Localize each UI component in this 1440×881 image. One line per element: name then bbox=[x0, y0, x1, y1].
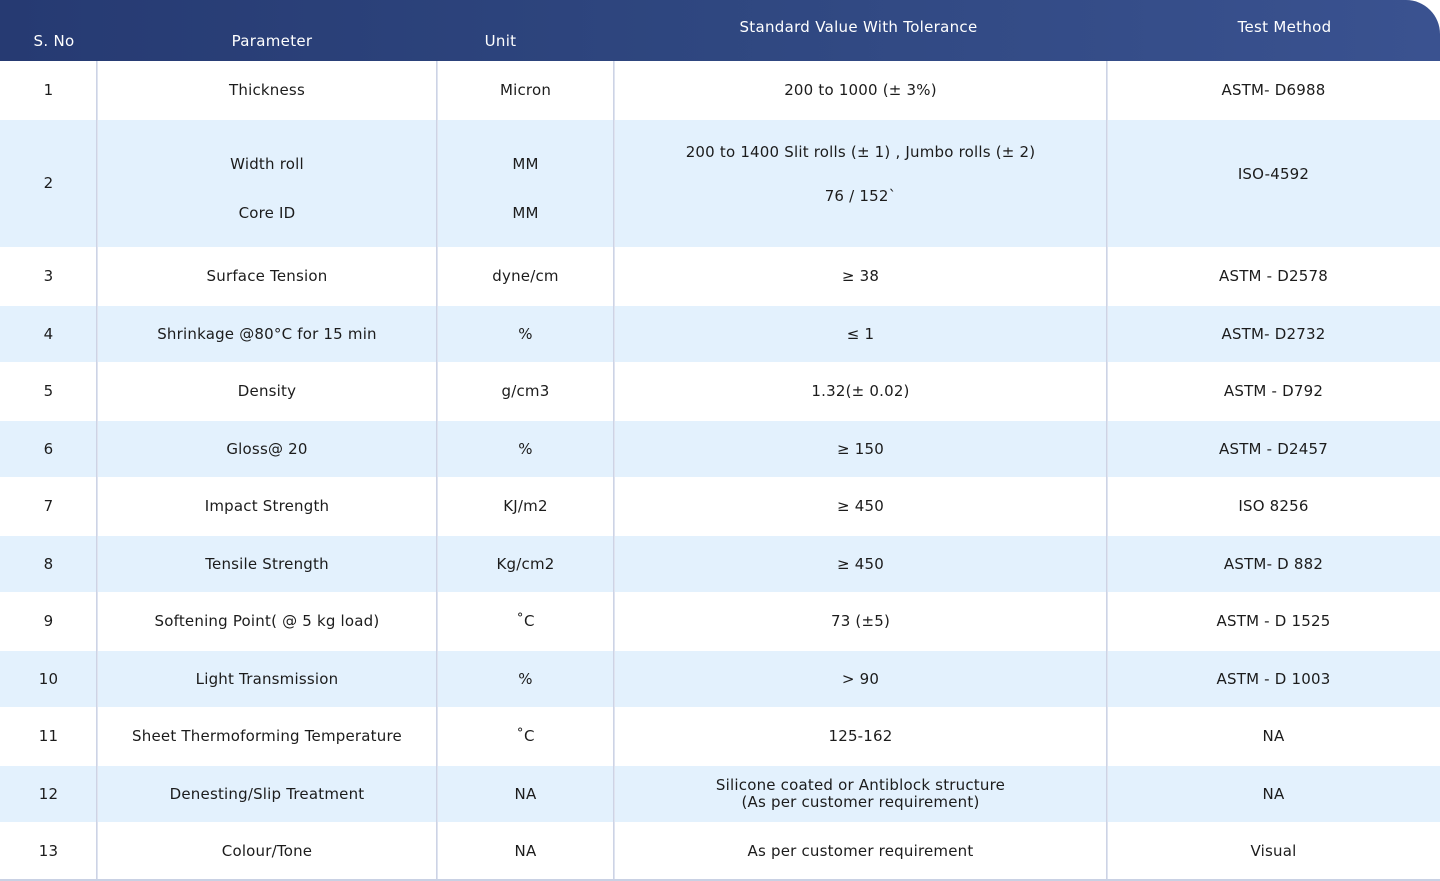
table-row bbox=[0, 536, 1440, 592]
cell-value-line1: 200 to 1400 Slit rolls (± 1) , Jumbo rolls (± 2) bbox=[685, 143, 1036, 161]
cell-sno: 2 bbox=[43, 174, 54, 192]
cell-method: ASTM - D792 bbox=[1223, 382, 1324, 400]
cell-sno: 12 bbox=[38, 784, 59, 803]
header-parameter: Parameter bbox=[231, 32, 313, 50]
cell-parameter: Softening Point( @ 5 kg load) bbox=[154, 612, 380, 630]
cell-method: ASTM- D2732 bbox=[1221, 324, 1326, 343]
cell-sno: 13 bbox=[38, 842, 59, 860]
cell-value: As per customer requirement bbox=[747, 842, 974, 860]
column-divider bbox=[613, 61, 615, 881]
cell-parameter-line1: Width roll bbox=[230, 155, 304, 173]
column-divider bbox=[436, 61, 438, 881]
cell-parameter: Sheet Thermoforming Temperature bbox=[132, 727, 402, 745]
table-row bbox=[0, 120, 1440, 247]
table-row bbox=[0, 707, 1440, 766]
cell-method-line1: ISO-4592 bbox=[1237, 165, 1310, 183]
cell-unit: % bbox=[518, 324, 533, 343]
header-unit: Unit bbox=[484, 32, 517, 50]
cell-method: ASTM - D 1525 bbox=[1216, 612, 1331, 630]
cell-sno: 11 bbox=[38, 727, 59, 745]
cell-value: > 90 bbox=[841, 669, 880, 688]
cell-unit: g/cm3 bbox=[501, 382, 550, 400]
cell-parameter: Thickness bbox=[229, 81, 305, 99]
cell-value-line2: 76 / 152` bbox=[824, 187, 897, 205]
cell-unit: % bbox=[518, 439, 533, 458]
cell-value: ≥ 450 bbox=[837, 554, 884, 573]
table-row bbox=[0, 592, 1440, 651]
cell-unit: NA bbox=[514, 842, 537, 860]
cell-sno: 8 bbox=[43, 554, 54, 573]
cell-sno: 1 bbox=[43, 81, 54, 99]
column-divider bbox=[1106, 61, 1108, 881]
cell-unit: NA bbox=[514, 784, 537, 803]
cell-sno: 5 bbox=[43, 382, 54, 400]
cell-value bbox=[614, 120, 1107, 247]
cell-unit: ˚C bbox=[516, 727, 535, 745]
table-row bbox=[0, 306, 1440, 362]
column-divider bbox=[96, 61, 98, 881]
table-row bbox=[0, 247, 1440, 306]
cell-sno: 9 bbox=[43, 612, 54, 630]
cell-unit-line2: MM bbox=[512, 204, 539, 222]
cell-method: ASTM- D6988 bbox=[1221, 81, 1326, 99]
cell-method: ASTM- D 882 bbox=[1223, 554, 1324, 573]
cell-method: NA bbox=[1262, 727, 1285, 745]
cell-value: 200 to 1000 (± 3%) bbox=[784, 81, 937, 99]
cell-value: 125-162 bbox=[828, 727, 893, 745]
cell-parameter: Gloss@ 20 bbox=[226, 439, 308, 458]
cell-parameter: Colour/Tone bbox=[221, 842, 313, 860]
table-row bbox=[0, 362, 1440, 421]
cell-unit: KJ/m2 bbox=[503, 497, 548, 515]
table-row bbox=[0, 421, 1440, 477]
cell-value: 1.32(± 0.02) bbox=[811, 382, 910, 400]
cell-value bbox=[614, 766, 1107, 822]
cell-value: ≥ 38 bbox=[841, 267, 880, 285]
cell-unit: Kg/cm2 bbox=[496, 554, 555, 573]
cell-parameter: Tensile Strength bbox=[205, 554, 329, 573]
cell-parameter: Density bbox=[237, 382, 297, 400]
table-row bbox=[0, 766, 1440, 822]
table-row bbox=[0, 651, 1440, 707]
cell-method bbox=[1107, 120, 1440, 247]
cell-unit: ˚C bbox=[516, 612, 535, 630]
cell-sno: 7 bbox=[43, 497, 54, 515]
table-row bbox=[0, 61, 1440, 120]
cell-sno: 10 bbox=[38, 669, 59, 688]
header-test-method: Test Method bbox=[1237, 18, 1332, 36]
cell-method: ISO 8256 bbox=[1238, 497, 1309, 515]
cell-unit: % bbox=[518, 669, 533, 688]
cell-parameter-line2: Core ID bbox=[238, 204, 296, 222]
cell-method: ASTM - D 1003 bbox=[1216, 669, 1331, 688]
cell-parameter: Denesting/Slip Treatment bbox=[169, 784, 365, 803]
cell-sno: 3 bbox=[43, 267, 54, 285]
cell-sno: 6 bbox=[43, 439, 54, 458]
cell-parameter bbox=[97, 120, 437, 247]
cell-unit: Micron bbox=[499, 81, 552, 99]
cell-parameter: Surface Tension bbox=[206, 267, 328, 285]
cell-unit: dyne/cm bbox=[492, 267, 559, 285]
cell-parameter: Impact Strength bbox=[204, 497, 330, 515]
cell-value: ≤ 1 bbox=[846, 324, 875, 343]
cell-value: ≥ 150 bbox=[837, 439, 884, 458]
cell-method: Visual bbox=[1250, 842, 1297, 860]
table-row bbox=[0, 822, 1440, 881]
cell-value-line2: (As per customer requirement) bbox=[741, 793, 980, 811]
cell-method: ASTM - D2457 bbox=[1219, 439, 1328, 458]
cell-sno: 4 bbox=[43, 324, 54, 343]
cell-parameter: Light Transmission bbox=[195, 669, 339, 688]
cell-unit bbox=[437, 120, 614, 247]
cell-parameter: Shrinkage @80°C for 15 min bbox=[157, 324, 377, 343]
cell-value: 73 (±5) bbox=[830, 612, 891, 630]
cell-value: ≥ 450 bbox=[837, 497, 884, 515]
table-row bbox=[0, 477, 1440, 536]
cell-method: ASTM - D2578 bbox=[1219, 267, 1328, 285]
cell-value-line1: Silicone coated or Antiblock structure bbox=[715, 776, 1006, 794]
header-standard-value: Standard Value With Tolerance bbox=[739, 18, 978, 36]
cell-method: NA bbox=[1262, 784, 1285, 803]
header-sno: S. No bbox=[33, 32, 75, 50]
table-header bbox=[0, 0, 1440, 61]
cell-unit-line1: MM bbox=[512, 155, 539, 173]
